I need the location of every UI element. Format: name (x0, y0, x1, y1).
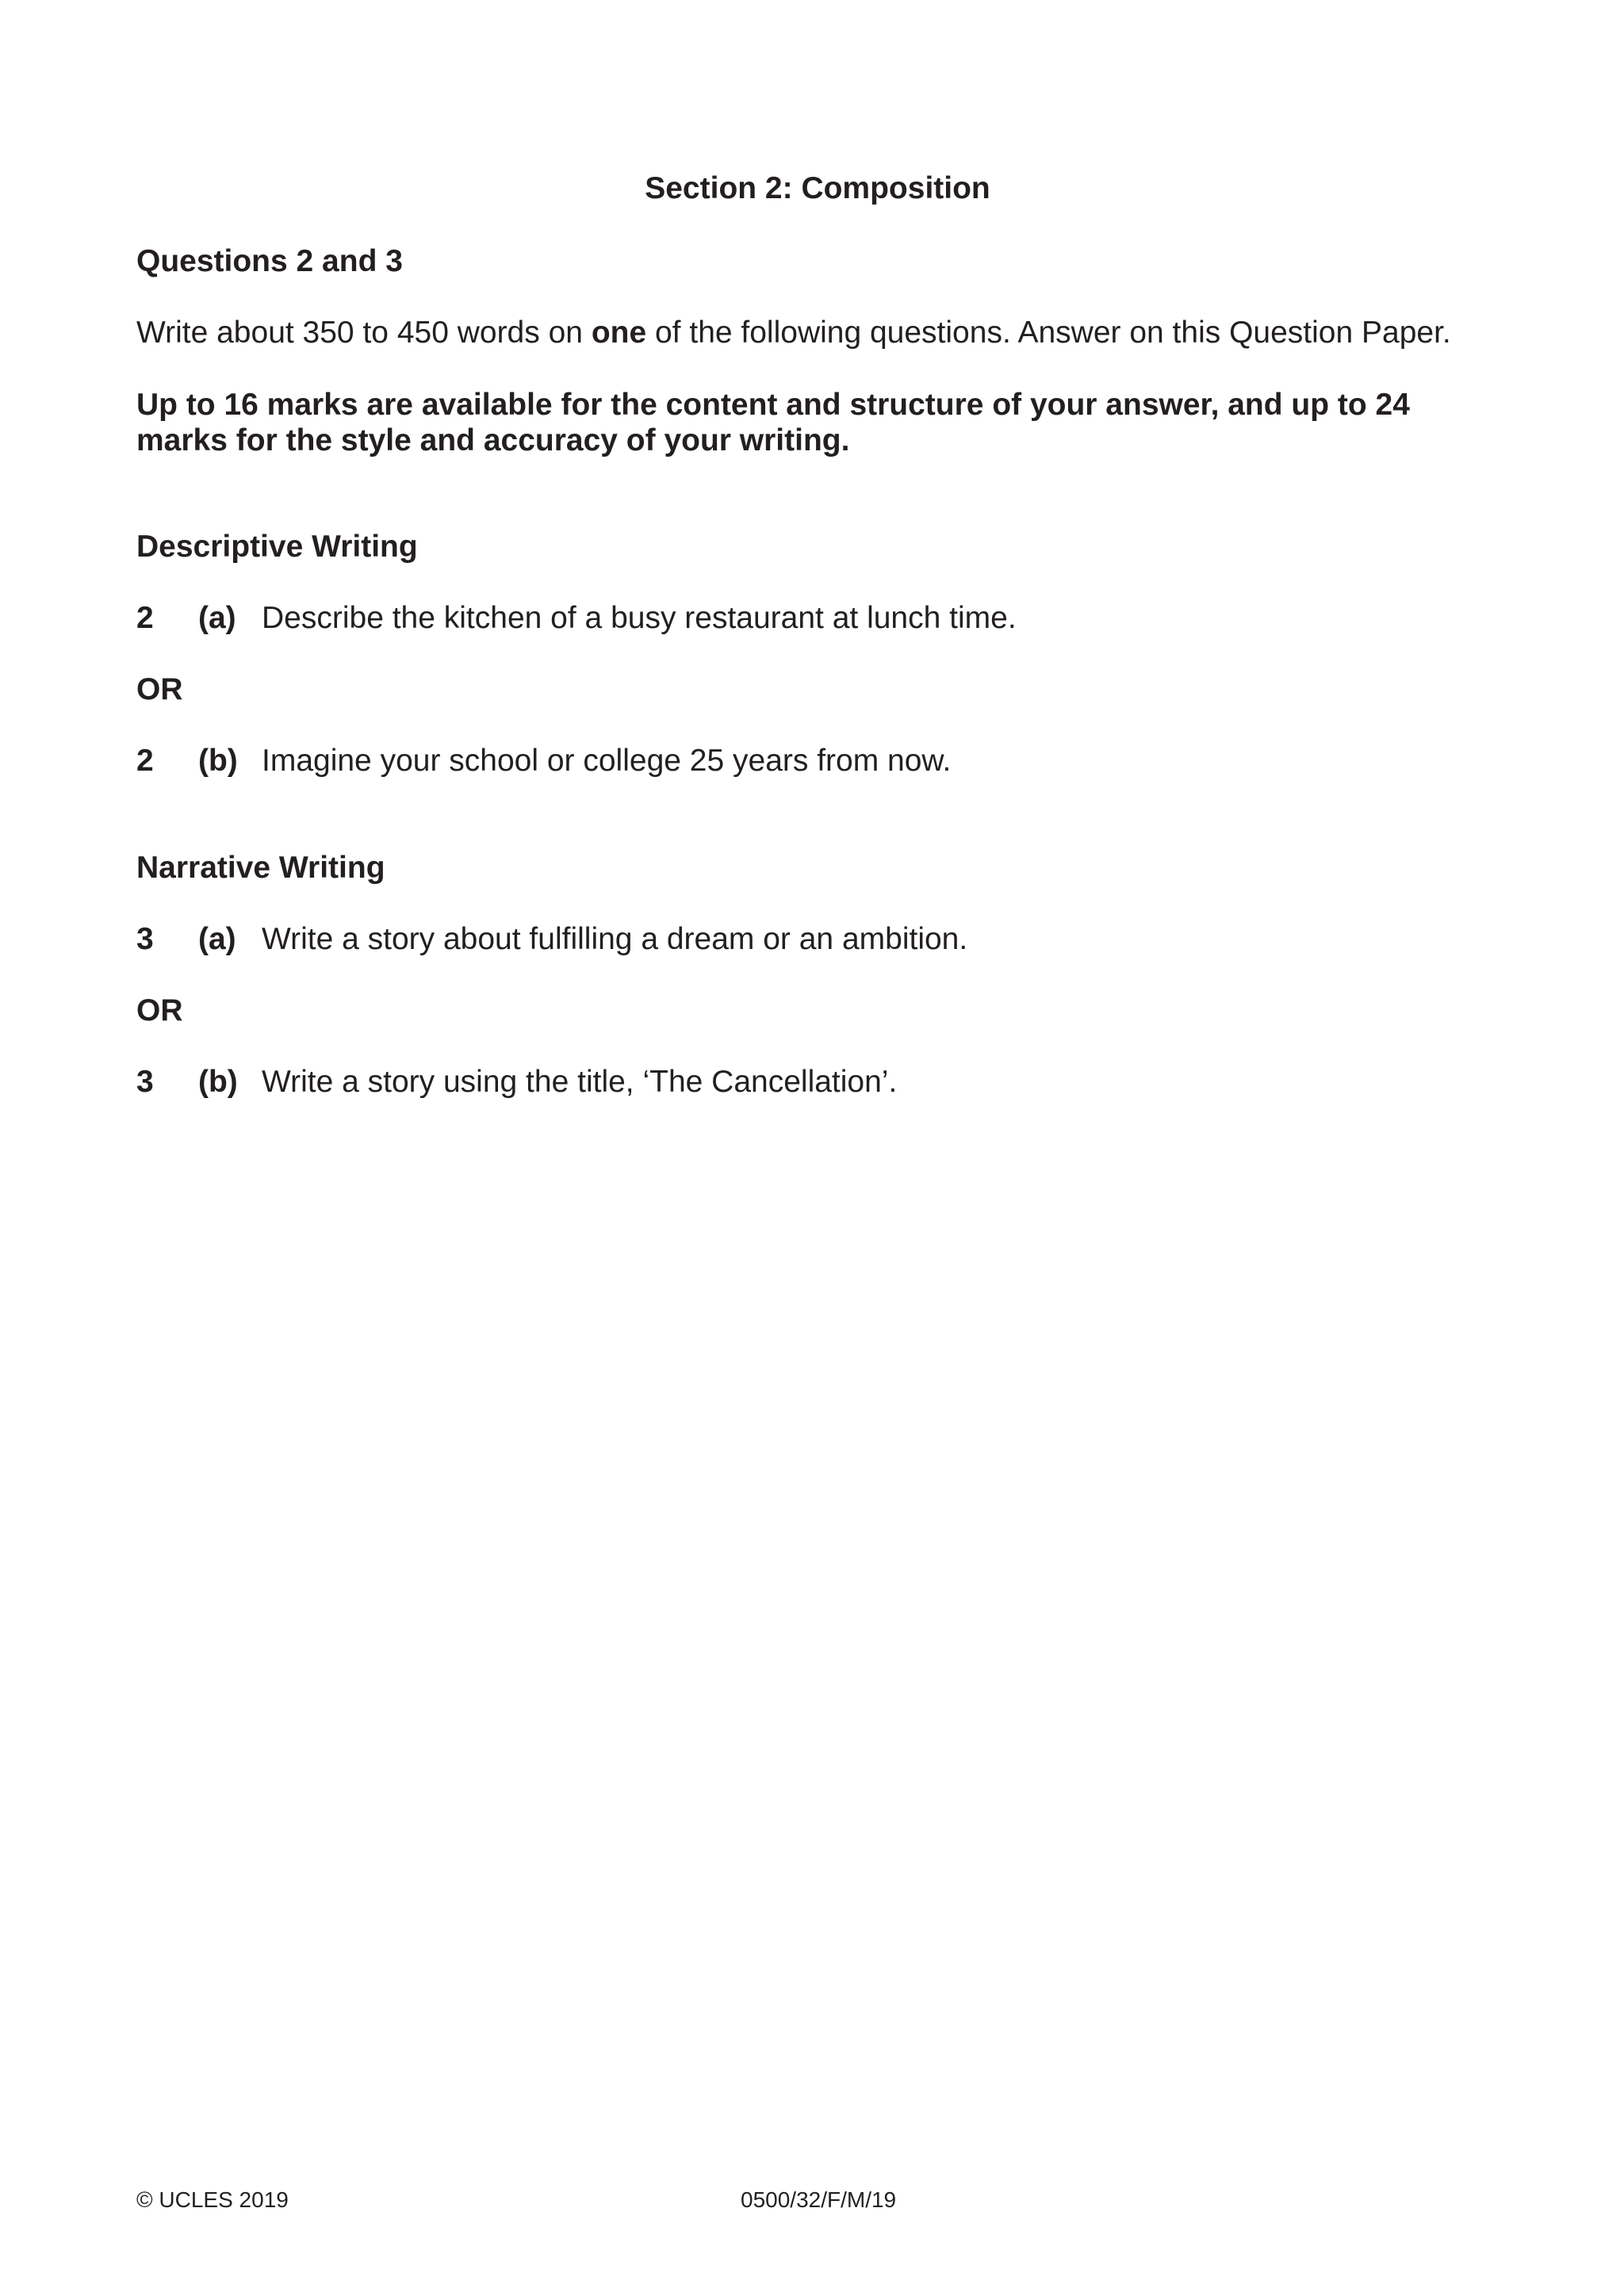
descriptive-heading: Descriptive Writing (136, 530, 418, 564)
question-text: Describe the kitchen of a busy restaurant at lunch time. (262, 601, 1017, 635)
marks-note: Up to 16 marks are available for the content and structure of your answer, and up to 24 marks for the style and accuracy of your writing. (136, 388, 1410, 457)
or-label: OR (136, 993, 183, 1027)
instruction-emphasis: one (591, 316, 647, 350)
question-3a (136, 920, 967, 959)
question-text: Write a story using the title, ‘The Cancellation’. (262, 1065, 898, 1099)
question-part: (a) (198, 922, 236, 956)
footer-copyright: © UCLES 2019 (136, 2187, 289, 2212)
question-2b (136, 742, 951, 780)
footer-paper-code: 0500/32/F/M/19 (741, 2187, 897, 2212)
section-title: Section 2: Composition (645, 171, 990, 205)
or-label: OR (136, 672, 183, 706)
question-text: Imagine your school or college 25 years from now. (262, 744, 952, 778)
question-part: (a) (198, 601, 236, 635)
question-text: Write a story about fulfilling a dream or an ambition. (262, 922, 968, 956)
instruction-after: of the following questions. Answer on this Question Paper. (646, 316, 1451, 350)
question-part: (b) (198, 744, 238, 778)
question-number: 2 (136, 744, 154, 778)
instruction-text (136, 314, 1451, 352)
question-3b (136, 1063, 897, 1101)
question-number: 3 (136, 1065, 154, 1099)
question-number: 3 (136, 922, 154, 956)
question-2a (136, 599, 1017, 637)
question-number: 2 (136, 601, 154, 635)
question-part: (b) (198, 1065, 238, 1099)
instruction-before: Write about 350 to 450 words on (136, 316, 592, 350)
narrative-heading: Narrative Writing (136, 851, 385, 885)
questions-heading: Questions 2 and 3 (136, 244, 403, 278)
